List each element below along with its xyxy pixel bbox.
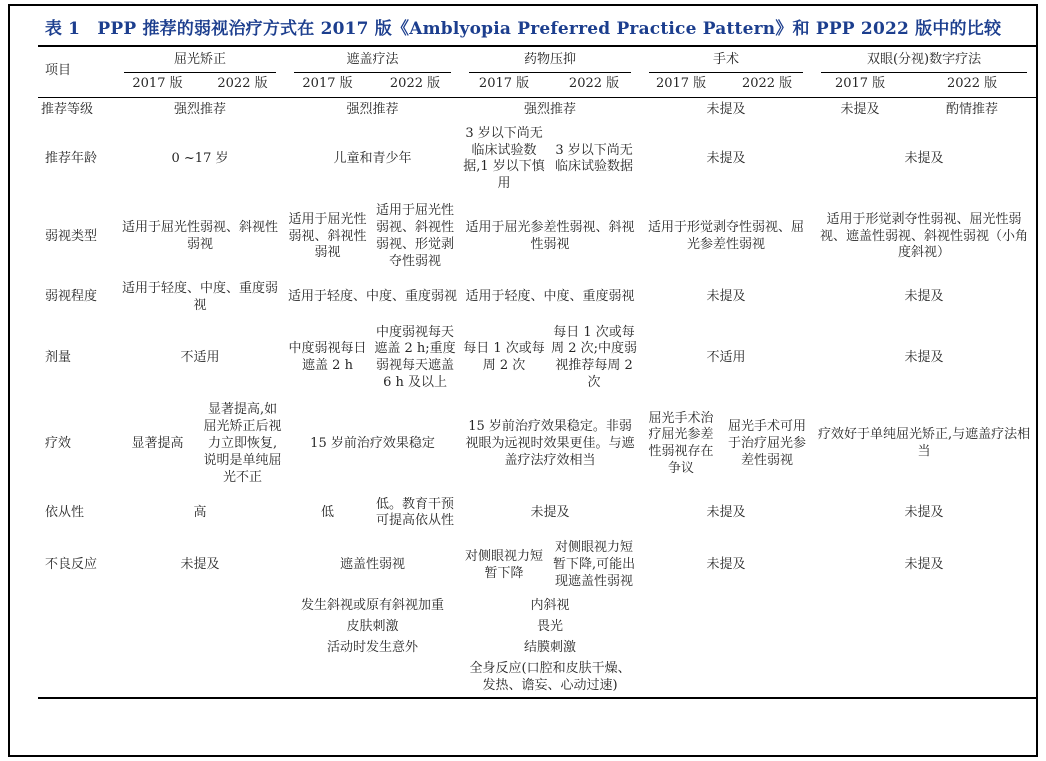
table-cell: 结膜刺激 bbox=[524, 639, 577, 655]
table-cell bbox=[812, 617, 1036, 638]
table-cell: 未提及 bbox=[706, 289, 746, 305]
table-cell: 皮肤刺激 bbox=[346, 618, 399, 634]
table-body bbox=[38, 97, 1036, 697]
row-label bbox=[38, 638, 115, 659]
item-column-header: 项目 bbox=[38, 46, 115, 97]
table-cell: 不适用 bbox=[706, 349, 746, 365]
table-cell: 遮盖性弱视 bbox=[340, 557, 406, 573]
table-cell bbox=[640, 659, 812, 698]
table-cell: 未提及 bbox=[706, 557, 746, 573]
table-cell: 适用于屈光性弱视、斜视性弱视 bbox=[288, 211, 367, 261]
group-header-refractive-correction bbox=[115, 46, 285, 73]
paper-table-frame bbox=[8, 4, 1038, 757]
header-edition-row bbox=[38, 73, 1036, 97]
table-cell: 适用于形觉剥夺性弱视、屈光参差性弱视 bbox=[648, 220, 805, 253]
header-group-row bbox=[38, 46, 1036, 73]
table-cell: 强烈推荐 bbox=[174, 101, 227, 117]
table-cell bbox=[115, 659, 285, 698]
table-cell bbox=[812, 596, 1036, 617]
table-cell: 未提及 bbox=[530, 505, 570, 521]
table-row-continuation bbox=[38, 638, 1036, 659]
table-cell bbox=[812, 638, 1036, 659]
table-cell bbox=[115, 638, 285, 659]
table-cell: 强烈推荐 bbox=[524, 101, 577, 117]
table-cell: 15 岁前治疗效果稳定 bbox=[310, 435, 435, 451]
table-cell: 未提及 bbox=[904, 349, 944, 365]
table-cell: 适用于屈光性弱视、斜视性弱视 bbox=[122, 220, 279, 253]
table-cell bbox=[115, 596, 285, 617]
table-row bbox=[38, 276, 1036, 320]
row-label: 依从性 bbox=[45, 505, 85, 521]
table-cell: 15 岁前治疗效果稳定。非弱视眼为远视时效果更佳。与遮盖疗法疗效相当 bbox=[465, 419, 635, 468]
table-cell: 儿童和青少年 bbox=[333, 151, 412, 166]
table-cell: 未提及 bbox=[706, 101, 746, 117]
group-header-label: 手术 bbox=[649, 51, 803, 73]
table-cell: 适用于轻度、中度、重度弱视 bbox=[465, 289, 635, 305]
edition-header-2022: 2022 版 bbox=[548, 73, 640, 97]
table-cell: 每日 1 次或每周 2 次;中度弱视推荐每周 2 次 bbox=[551, 324, 637, 391]
table-cell bbox=[640, 638, 812, 659]
edition-header-2017: 2017 版 bbox=[460, 73, 548, 97]
table-cell bbox=[640, 596, 812, 617]
table-cell: 3 岁以下尚无临床试验数据,1 岁以下慎用 bbox=[463, 125, 545, 192]
table-cell: 适用于轻度、中度、重度弱视 bbox=[288, 289, 458, 305]
table-cell: 每日 1 次或每周 2 次 bbox=[463, 341, 545, 374]
table-row bbox=[38, 397, 1036, 491]
table-cell bbox=[115, 617, 285, 638]
table-cell: 低 bbox=[321, 505, 335, 521]
group-header-occlusion-therapy bbox=[285, 46, 460, 73]
table-cell: 未提及 bbox=[904, 505, 944, 521]
table-cell: 未提及 bbox=[904, 151, 944, 166]
table-cell: 对侧眼视力短暂下降,可能出现遮盖性弱视 bbox=[552, 540, 636, 590]
table-cell: 疗效好于单纯屈光矫正,与遮盖疗法相当 bbox=[817, 427, 1031, 460]
comparison-table bbox=[38, 45, 1036, 699]
table-row bbox=[38, 492, 1036, 536]
table-cell: 未提及 bbox=[904, 289, 944, 305]
table-cell: 适用于形觉剥夺性弱视、屈光性弱视、遮盖性弱视、斜视性弱视（小角度斜视） bbox=[820, 211, 1029, 261]
table-cell: 内斜视 bbox=[530, 598, 570, 614]
table-row-continuation bbox=[38, 659, 1036, 698]
row-label: 疗效 bbox=[45, 435, 72, 451]
table-cell: 活动时发生意外 bbox=[327, 639, 419, 655]
table-cell: 3 岁以下尚无临床试验数据 bbox=[555, 142, 634, 175]
edition-header-2022: 2022 版 bbox=[200, 73, 285, 97]
table-row-continuation bbox=[38, 617, 1036, 638]
row-label bbox=[38, 617, 115, 638]
table-cell: 酌情推荐 bbox=[946, 101, 999, 117]
table-cell: 未提及 bbox=[706, 151, 746, 166]
table-cell: 不适用 bbox=[180, 349, 220, 365]
table-cell: 显著提高,如屈光矫正后视力立即恢复,说明是单纯屈光不正 bbox=[203, 402, 282, 485]
table-cell bbox=[812, 659, 1036, 698]
table-row bbox=[38, 320, 1036, 398]
table-cell: 未提及 bbox=[706, 505, 746, 521]
group-header-label: 遮盖疗法 bbox=[294, 51, 451, 73]
edition-header-2022: 2022 版 bbox=[370, 73, 460, 97]
row-label: 推荐年龄 bbox=[45, 151, 98, 166]
table-cell: 未提及 bbox=[180, 557, 220, 573]
group-header-binocular-digital-therapy bbox=[812, 46, 1036, 73]
group-header-surgery bbox=[640, 46, 812, 73]
edition-header-2022: 2022 版 bbox=[908, 73, 1036, 97]
table-cell: 强烈推荐 bbox=[346, 101, 399, 117]
table-cell: 未提及 bbox=[840, 101, 880, 117]
edition-header-2017: 2017 版 bbox=[640, 73, 722, 97]
group-header-pharmacologic-suppression bbox=[460, 46, 640, 73]
table-cell: 发生斜视或原有斜视加重 bbox=[301, 598, 445, 614]
table-cell: 屈光手术治疗屈光参差性弱视存在争议 bbox=[648, 410, 714, 477]
table-row-continuation bbox=[38, 596, 1036, 617]
table-cell: 全身反应(口腔和皮肤干燥、发热、谵妄、心动过速) bbox=[469, 660, 631, 693]
table-cell: 中度弱视每日遮盖 2 h bbox=[288, 341, 367, 374]
row-label: 剂量 bbox=[45, 349, 72, 365]
table-cell bbox=[640, 617, 812, 638]
group-header-label: 屈光矫正 bbox=[124, 51, 276, 73]
table-cell bbox=[285, 659, 460, 698]
table-title: 表 1 PPP 推荐的弱视治疗方式在 2017 版《Amblyopia Preferred Practice Pattern》和 PPP 2022 版中的比较 bbox=[44, 19, 1002, 39]
table-row bbox=[38, 121, 1036, 199]
table-header bbox=[38, 46, 1036, 97]
table-cell: 低。教育干预可提高依从性 bbox=[376, 496, 455, 529]
row-label: 推荐等级 bbox=[41, 101, 94, 117]
table-row bbox=[38, 97, 1036, 120]
table-cell: 适用于轻度、中度、重度弱视 bbox=[122, 280, 279, 313]
table-cell: 中度弱视每天遮盖 2 h;重度弱视每天遮盖 6 h 及以上 bbox=[374, 324, 456, 391]
edition-header-2017: 2017 版 bbox=[285, 73, 370, 97]
group-header-label: 药物压抑 bbox=[469, 51, 631, 73]
table-cell: 畏光 bbox=[537, 618, 564, 634]
table-cell: 对侧眼视力短暂下降 bbox=[465, 548, 544, 581]
table-cell: 0 ~17 岁 bbox=[171, 151, 229, 166]
edition-header-2022: 2022 版 bbox=[722, 73, 812, 97]
table-cell: 未提及 bbox=[904, 557, 944, 573]
table-cell: 屈光手术可用于治疗屈光参差性弱视 bbox=[728, 419, 807, 468]
edition-header-2017: 2017 版 bbox=[115, 73, 200, 97]
edition-header-2017: 2017 版 bbox=[812, 73, 908, 97]
table-row bbox=[38, 198, 1036, 276]
table-cell: 显著提高 bbox=[131, 435, 184, 451]
row-label bbox=[38, 596, 115, 617]
table-cell: 适用于屈光性弱视、斜视性弱视、形觉剥夺性弱视 bbox=[376, 203, 455, 269]
row-label: 弱视程度 bbox=[45, 289, 98, 305]
row-label: 弱视类型 bbox=[45, 228, 98, 244]
table-cell: 高 bbox=[193, 505, 207, 521]
group-header-label: 双眼(分视)数字疗法 bbox=[821, 51, 1027, 73]
table-cell: 适用于屈光参差性弱视、斜视性弱视 bbox=[465, 220, 635, 253]
table-row bbox=[38, 535, 1036, 596]
row-label: 不良反应 bbox=[45, 557, 98, 573]
row-label bbox=[38, 659, 115, 698]
